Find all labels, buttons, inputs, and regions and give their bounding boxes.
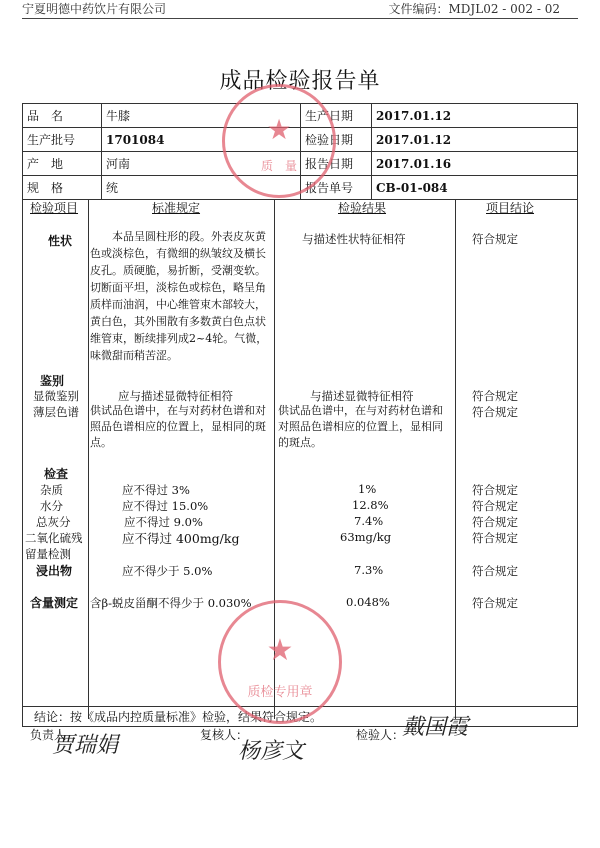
assay-label: 含量测定 [30, 596, 79, 610]
assay-standard: 含β-蜕皮甾酮不得少于 0.030% [90, 596, 252, 610]
tlc-standard: 供试品色谱中，在与对药材色谱和对照品色谱相应的位置上，显相同的斑点。 [90, 404, 266, 449]
check-item: 水分 [40, 499, 63, 513]
assay-result: 0.048% [346, 595, 390, 609]
micro-label: 显微鉴别 [33, 389, 79, 403]
report-no-label: 报告单号 [301, 176, 372, 200]
inspector-label: 检验人： [356, 728, 405, 742]
check-label: 检查 [44, 467, 69, 481]
extract-standard: 应不得少于 5.0% [122, 564, 213, 578]
name-label: 品 名 [23, 104, 102, 128]
quality-seal-top [222, 84, 336, 198]
check-standard: 应不得过 15.0% [122, 499, 209, 513]
report-date: 2017.01.16 [372, 152, 578, 176]
conclusion-text: 结论：按《成品内控质量标准》检验，结果符合规定。 [34, 710, 323, 724]
extract-label: 浸出物 [36, 564, 73, 578]
star-icon: ★ [266, 113, 292, 146]
properties-standard: 本品呈圆柱形的段。外表皮灰黄色或淡棕色，有微细的纵皱纹及横长皮孔。质硬脆，易折断，受潮变软。切断面平坦，淡棕色或棕色，略呈角质样而油润，中心维管束木部较大，黄白色，其外围散有多数黄白色点状维管束，断续排列成2~4轮。气微，味微甜而稍苦涩。 [90, 230, 268, 362]
check-item: 总灰分 [36, 515, 71, 529]
produce-date: 2017.01.12 [372, 104, 578, 128]
qa-label: 负责人 [30, 728, 67, 742]
check-result: 63mg/kg [340, 530, 392, 544]
seal-sub-text: 质检专用章 [247, 685, 313, 700]
report-date-label: 报告日期 [301, 152, 372, 176]
check-conclusion: 符合规定 [472, 483, 518, 497]
check-standard: 应不得过 9.0% [124, 515, 203, 529]
batch-number: 1701084 [102, 128, 301, 152]
batch-label: 生产批号 [23, 128, 102, 152]
micro-standard: 应与描述显微特征相符 [118, 389, 233, 403]
properties-label: 性状 [48, 234, 73, 248]
check-conclusion: 符合规定 [472, 499, 518, 513]
column-divider [455, 199, 456, 719]
column-divider [88, 199, 89, 719]
properties-conclusion: 符合规定 [472, 232, 518, 246]
identification-label: 鉴别 [40, 374, 65, 388]
spec: 统 [102, 176, 301, 200]
column-header-item: 检验项目 [30, 201, 79, 215]
properties-result: 与描述性状特征相符 [302, 232, 406, 246]
check-item: 二氧化硫残留量检测 [25, 531, 83, 561]
column-header-standard: 标准规定 [152, 201, 201, 215]
check-item: 杂质 [40, 483, 63, 497]
inspect-date-label: 检验日期 [301, 128, 372, 152]
micro-conclusion: 符合规定 [472, 389, 518, 403]
quality-seal-bottom [218, 600, 342, 724]
spec-label: 规 格 [23, 176, 102, 200]
tlc-label: 薄层色谱 [33, 405, 79, 419]
produce-date-label: 生产日期 [301, 104, 372, 128]
extract-result: 7.3% [354, 563, 384, 577]
check-standard: 应不得过 400mg/kg [122, 531, 240, 546]
tlc-result: 供试品色谱中，在与对药材色谱和对照品色谱相应的位置上，显相同的斑点。 [278, 404, 443, 449]
header-divider [22, 18, 578, 19]
assay-conclusion: 符合规定 [472, 596, 518, 610]
document-number: 文件编码：MDJL02 - 002 - 02 [388, 2, 560, 16]
extract-conclusion: 符合规定 [472, 564, 518, 578]
report-number: CB-01-084 [372, 176, 578, 200]
seal-sub-text: 质 量 [260, 159, 297, 173]
star-icon: ★ [266, 633, 294, 668]
inspector-signature: 戴国霞 [402, 715, 469, 740]
column-header-conclusion: 项目结论 [486, 201, 535, 215]
check-result: 12.8% [352, 498, 389, 512]
page-title: 成品检验报告单 [219, 69, 381, 94]
qa-signature: 贾瑞娟 [52, 733, 119, 758]
inspect-date: 2017.01.12 [372, 128, 578, 152]
check-result: 1% [358, 482, 377, 496]
origin-label: 产 地 [23, 152, 102, 176]
check-result: 7.4% [354, 514, 384, 528]
column-header-result: 检验结果 [338, 201, 387, 215]
product-name: 牛膝 [102, 104, 301, 128]
review-signature: 杨彦文 [238, 739, 305, 764]
company-name: 宁夏明德中药饮片有限公司 [22, 2, 167, 16]
origin: 河南 [102, 152, 301, 176]
tlc-conclusion: 符合规定 [472, 405, 518, 419]
review-label: 复核人： [200, 728, 249, 742]
micro-result: 与描述显微特征相符 [310, 389, 414, 403]
check-standard: 应不得过 3% [122, 483, 190, 497]
check-conclusion: 符合规定 [472, 515, 518, 529]
check-conclusion: 符合规定 [472, 531, 518, 545]
